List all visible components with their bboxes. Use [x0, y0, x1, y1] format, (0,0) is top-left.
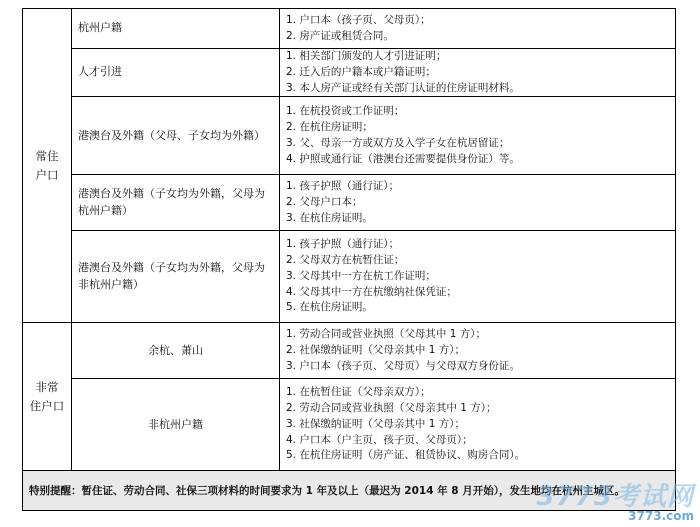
list-item: 1. 相关部门颁发的人才引进证明； — [286, 50, 447, 62]
type-cell: 港澳台及外籍（子女均为外籍，父母为非杭州户籍） — [72, 231, 280, 323]
list-item: 1. 劳动合同或营业执照（父母其中 1 方）； — [286, 328, 486, 341]
materials-cell — [280, 379, 676, 471]
table-row — [23, 9, 676, 49]
list-item: 1. 在杭投资或工作证明； — [286, 105, 405, 118]
table-row — [23, 175, 676, 231]
list-item: 2. 父母双方在杭暂住证； — [286, 254, 405, 267]
list-item: 4. 护照或通行证（港澳台还需要提供身份证）等。 — [286, 152, 520, 165]
materials-cell — [280, 175, 676, 231]
materials-cell — [280, 323, 676, 379]
list-item: 2. 劳动合同或营业执照（父母亲其中 1 方）； — [286, 402, 497, 415]
list-item: 2. 社保缴纳证明（父母亲其中 1 方）； — [286, 343, 465, 356]
list-item: 2. 迁入后的户籍本或户籍证明； — [286, 65, 436, 78]
materials-cell — [280, 9, 676, 49]
list-item: 4. 户口本（户主页、孩子页、父母页）； — [286, 433, 473, 446]
list-item: 5. 在杭住房证明。 — [286, 301, 373, 314]
materials-cell — [280, 97, 676, 175]
list-item: 2. 父母户口本； — [286, 195, 363, 208]
list-item: 3. 户口本（孩子页、父母页）与父母双方身份证。 — [286, 359, 520, 372]
list-item: 2. 房产证或租赁合同。 — [286, 29, 394, 42]
list-item: 1. 在杭暂住证（父母亲双方）； — [286, 386, 431, 399]
list-item: 2. 在杭住房证明； — [286, 121, 373, 133]
list-item: 3. 社保缴纳证明（父母亲其中 1 方）； — [286, 417, 465, 430]
list-item: 1. 孩子护照（通行证）； — [286, 238, 400, 251]
type-cell: 人才引进 — [72, 49, 280, 97]
table-row — [23, 379, 676, 471]
watermark-main: 3773考试网 — [536, 482, 694, 512]
type-cell: 杭州户籍 — [72, 9, 280, 49]
list-item: 1. 户口本（孩子页、父母页）； — [286, 13, 431, 26]
table-row — [23, 231, 676, 323]
notice-row — [23, 471, 676, 511]
list-item: 3. 父、母亲一方或双方及入学子女在杭居留证； — [286, 136, 510, 149]
list-item: 1. 孩子护照（通行证）； — [286, 180, 400, 193]
category-label: 常住 户口 — [35, 149, 59, 182]
requirements-table — [22, 8, 676, 511]
list-item: 3. 本人房产证或经有关部门认证的住房证明材料。 — [286, 81, 520, 94]
table-row — [23, 49, 676, 97]
list-item: 3. 父母其中一方在杭工作证明； — [286, 269, 436, 282]
list-item: 5. 在杭住房证明（房产证、租赁协议、购房合同）。 — [286, 449, 526, 462]
watermark-url: 3773.com — [628, 509, 694, 523]
category-label: 非常 住户口 — [29, 380, 65, 413]
type-cell: 港澳台及外籍（子女均为外籍，父母为杭州户籍） — [72, 175, 280, 231]
type-cell: 非杭州户籍 — [72, 379, 280, 471]
materials-cell — [280, 231, 676, 323]
special-notice: 特别提醒：暂住证、劳动合同、社保三项材料的时间要求为 1 年及以上（最迟为 2014 年 8 月开始），发生地均在杭州主城区。 — [23, 471, 676, 511]
materials-cell — [280, 49, 676, 97]
list-item: 4. 父母其中一方在杭缴纳社保凭证； — [286, 285, 457, 298]
list-item: 3. 在杭住房证明。 — [286, 211, 373, 224]
category-resident — [23, 9, 72, 323]
table-row — [23, 323, 676, 379]
type-cell: 港澳台及外籍（父母、子女均为外籍） — [72, 97, 280, 175]
table-row — [23, 97, 676, 175]
category-non-resident — [23, 323, 72, 471]
type-cell: 余杭、萧山 — [72, 323, 280, 379]
